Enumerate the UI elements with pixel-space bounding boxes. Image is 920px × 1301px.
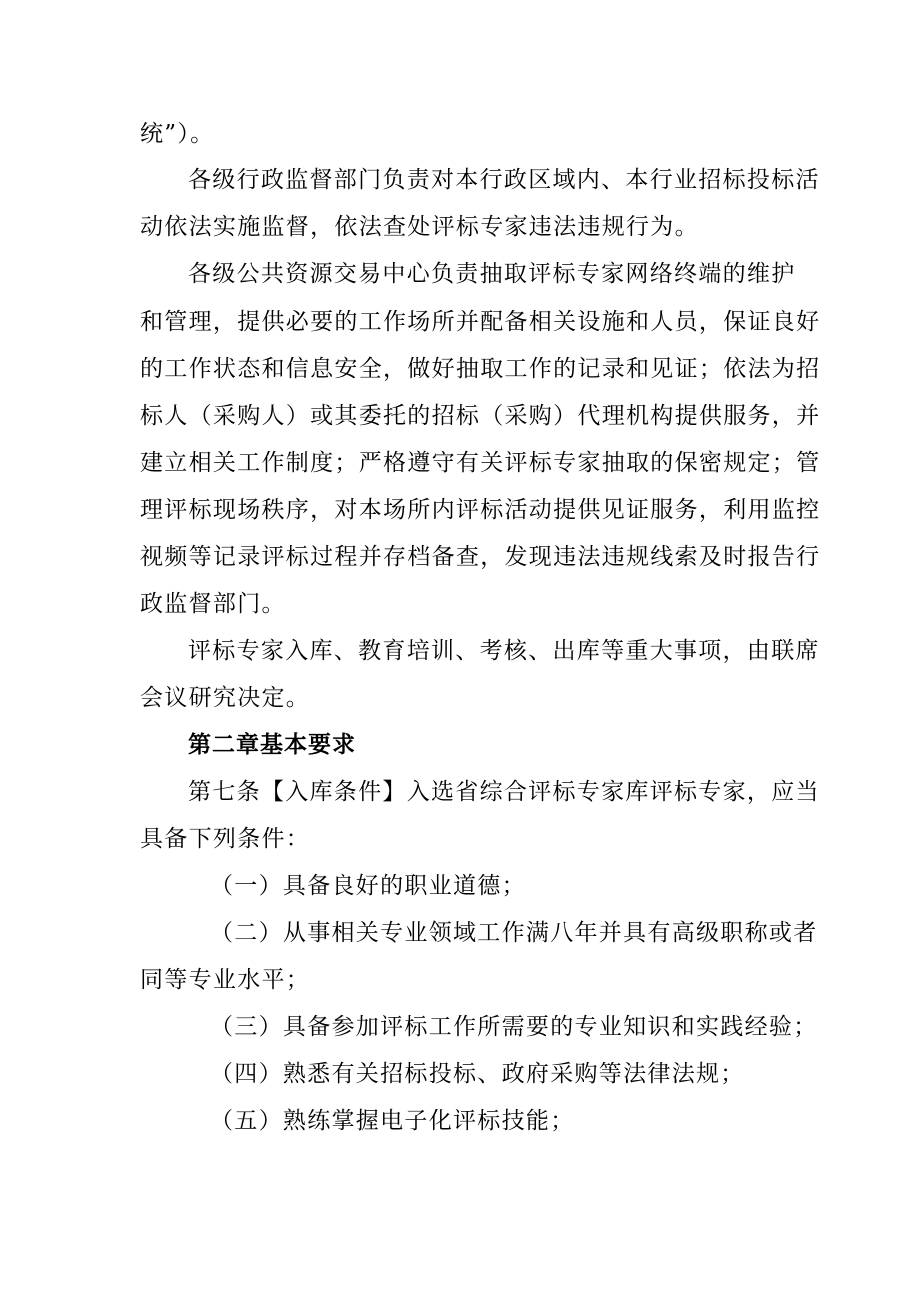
paragraph-start: 各级公共资源交易中心负责抽取评标专家网络终端的维护 — [188, 261, 796, 287]
text-line: 视频等记录评标过程并存档备查，发现违法违规线索及时报告行 — [140, 544, 821, 570]
list-item: （一）具备良好的职业道德； — [210, 873, 526, 899]
text-line: 统”）。 — [140, 121, 215, 147]
text-line: 和管理，提供必要的工作场所并配备相关设施和人员，保证良好 — [140, 309, 821, 335]
chapter-heading: 第二章基本要求 — [188, 732, 356, 758]
list-item: （三）具备参加评标工作所需要的专业知识和实践经验； — [210, 1014, 818, 1040]
text-line: 标人（采购人）或其委托的招标（采购）代理机构提供服务，并 — [140, 403, 821, 429]
list-item: （二）从事相关专业领域工作满八年并具有高级职称或者 — [210, 920, 818, 946]
text-line: 动依法实施监督，依法查处评标专家违法违规行为。 — [140, 214, 699, 240]
text-line: 建立相关工作制度；严格遵守有关评标专家抽取的保密规定；管 — [140, 450, 821, 476]
paragraph-start: 各级行政监督部门负责对本行政区域内、本行业招标投标活 — [188, 167, 820, 193]
text-line: 会议研究决定。 — [140, 685, 311, 711]
list-item: （四）熟悉有关招标投标、政府采购等法律法规； — [210, 1061, 745, 1087]
text-line: 同等专业水平； — [140, 967, 311, 993]
text-line: 具备下列条件： — [140, 826, 311, 852]
text-line: 的工作状态和信息安全，做好抽取工作的记录和见证；依法为招 — [140, 356, 821, 382]
article-start: 第七条【入库条件】入选省综合评标专家库评标专家，应当 — [188, 779, 820, 805]
text-line: 政监督部门。 — [140, 591, 286, 617]
list-item: （五）熟练掌握电子化评标技能； — [210, 1108, 575, 1134]
text-line: 理评标现场秩序，对本场所内评标活动提供见证服务，利用监控 — [140, 497, 821, 523]
paragraph-start: 评标专家入库、教育培训、考核、出库等重大事项，由联席 — [188, 638, 820, 664]
